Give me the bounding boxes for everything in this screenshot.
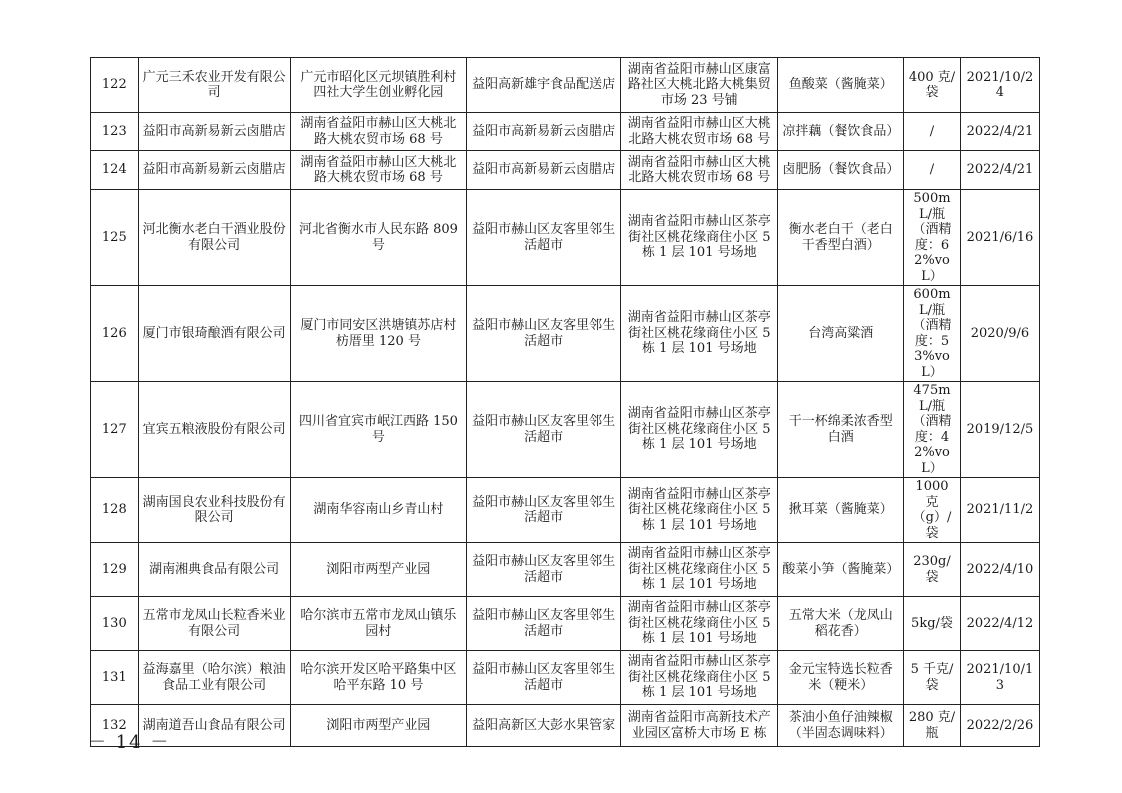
cell-product: 五常大米（龙凤山稻花香）	[778, 597, 904, 651]
cell-seller: 益阳市赫山区友客里邻生活超市	[467, 478, 621, 543]
cell-producer: 五常市龙凤山长粒香米业有限公司	[138, 597, 290, 651]
cell-date: 2021/10/24	[960, 58, 1039, 113]
cell-seller: 益阳市赫山区友客里邻生活超市	[467, 190, 621, 286]
cell-seller-address: 湖南省益阳市赫山区茶亭街社区桃花缘商住小区 5 栋 1 层 101 号场地	[621, 597, 778, 651]
cell-seller-address: 湖南省益阳市高新技术产业园区富桥大市场 E 栋	[621, 705, 778, 747]
cell-producer: 益海嘉里（哈尔滨）粮油食品工业有限公司	[138, 651, 290, 705]
table-row	[91, 58, 1040, 113]
cell-spec: /	[904, 113, 961, 151]
table-row	[91, 543, 1040, 597]
cell-no: 129	[91, 543, 139, 597]
cell-date: 2022/4/10	[960, 543, 1039, 597]
table-row	[91, 113, 1040, 151]
cell-producer: 益阳市高新易新云卤腊店	[138, 151, 290, 190]
cell-producer-address: 四川省宜宾市岷江西路 150 号	[290, 382, 466, 478]
cell-spec: 500mL/瓶（酒精度：62%voL）	[904, 190, 961, 286]
cell-no: 126	[91, 286, 139, 382]
cell-product: 金元宝特选长粒香米（粳米）	[778, 651, 904, 705]
cell-seller-address: 湖南省益阳市赫山区大桃北路大桃农贸市场 68 号	[621, 151, 778, 190]
cell-seller-address: 湖南省益阳市赫山区茶亭街社区桃花缘商住小区 5 栋 1 层 101 号场地	[621, 651, 778, 705]
cell-seller-address: 湖南省益阳市赫山区茶亭街社区桃花缘商住小区 5 栋 1 层 101 号场地	[621, 286, 778, 382]
cell-spec: 400 克/袋	[904, 58, 961, 113]
cell-seller-address: 湖南省益阳市赫山区茶亭街社区桃花缘商住小区 5 栋 1 层 101 号场地	[621, 478, 778, 543]
cell-seller: 益阳市赫山区友客里邻生活超市	[467, 543, 621, 597]
cell-date: 2022/2/26	[960, 705, 1039, 747]
cell-producer-address: 浏阳市两型产业园	[290, 705, 466, 747]
cell-no: 124	[91, 151, 139, 190]
cell-date: 2020/9/6	[960, 286, 1039, 382]
cell-product: 鱼酸菜（酱腌菜）	[778, 58, 904, 113]
cell-producer-address: 湖南华容南山乡青山村	[290, 478, 466, 543]
cell-producer: 湖南国良农业科技股份有限公司	[138, 478, 290, 543]
cell-producer: 厦门市银琦酿酒有限公司	[138, 286, 290, 382]
table-row	[91, 286, 1040, 382]
table-row	[91, 190, 1040, 286]
cell-no: 123	[91, 113, 139, 151]
cell-producer-address: 河北省衡水市人民东路 809 号	[290, 190, 466, 286]
cell-product: 台湾高粱酒	[778, 286, 904, 382]
cell-seller-address: 湖南省益阳市赫山区茶亭街社区桃花缘商住小区 5 栋 1 层 101 号场地	[621, 543, 778, 597]
cell-spec: 600mL/瓶（酒精度：53%voL）	[904, 286, 961, 382]
cell-spec: 5kg/袋	[904, 597, 961, 651]
cell-date: 2022/4/21	[960, 151, 1039, 190]
cell-date: 2021/10/13	[960, 651, 1039, 705]
cell-date: 2022/4/21	[960, 113, 1039, 151]
cell-no: 122	[91, 58, 139, 113]
cell-no: 127	[91, 382, 139, 478]
cell-producer: 河北衡水老白干酒业股份有限公司	[138, 190, 290, 286]
cell-product: 凉拌藕（餐饮食品）	[778, 113, 904, 151]
cell-producer-address: 哈尔滨开发区哈平路集中区哈平东路 10 号	[290, 651, 466, 705]
cell-seller-address: 湖南省益阳市赫山区茶亭街社区桃花缘商住小区 5 栋 1 层 101 号场地	[621, 190, 778, 286]
cell-spec: 1000 克（g）/袋	[904, 478, 961, 543]
cell-product: 卤肥肠（餐饮食品）	[778, 151, 904, 190]
cell-seller: 益阳高新区大彭水果管家	[467, 705, 621, 747]
page-number: － 14 －	[88, 732, 171, 753]
cell-seller: 益阳市高新易新云卤腊店	[467, 151, 621, 190]
cell-seller: 益阳市赫山区友客里邻生活超市	[467, 651, 621, 705]
cell-producer: 益阳市高新易新云卤腊店	[138, 113, 290, 151]
cell-no: 125	[91, 190, 139, 286]
cell-no: 131	[91, 651, 139, 705]
cell-seller-address: 湖南省益阳市赫山区大桃北路大桃农贸市场 68 号	[621, 113, 778, 151]
cell-product: 干一杯绵柔浓香型白酒	[778, 382, 904, 478]
table-row	[91, 382, 1040, 478]
cell-spec: 5 千克/袋	[904, 651, 961, 705]
cell-date: 2019/12/5	[960, 382, 1039, 478]
cell-spec: /	[904, 151, 961, 190]
cell-no: 128	[91, 478, 139, 543]
cell-producer-address: 哈尔滨市五常市龙凤山镇乐园村	[290, 597, 466, 651]
cell-producer-address: 广元市昭化区元坝镇胜利村四社大学生创业孵化园	[290, 58, 466, 113]
cell-seller: 益阳市高新易新云卤腊店	[467, 113, 621, 151]
cell-no: 132	[91, 705, 139, 747]
cell-seller-address: 湖南省益阳市赫山区茶亭街社区桃花缘商住小区 5 栋 1 层 101 号场地	[621, 382, 778, 478]
cell-producer: 宜宾五粮液股份有限公司	[138, 382, 290, 478]
table-row	[91, 151, 1040, 190]
cell-no: 130	[91, 597, 139, 651]
cell-producer: 湖南道吾山食品有限公司	[138, 705, 290, 747]
cell-producer: 广元三禾农业开发有限公司	[138, 58, 290, 113]
cell-date: 2021/11/2	[960, 478, 1039, 543]
cell-spec: 230g/袋	[904, 543, 961, 597]
cell-producer: 湖南湘典食品有限公司	[138, 543, 290, 597]
cell-producer-address: 湖南省益阳市赫山区大桃北路大桃农贸市场 68 号	[290, 151, 466, 190]
cell-product: 揪耳菜（酱腌菜）	[778, 478, 904, 543]
table-row	[91, 597, 1040, 651]
cell-seller-address: 湖南省益阳市赫山区康富路社区大桃北路大桃集贸市场 23 号铺	[621, 58, 778, 113]
cell-date: 2021/6/16	[960, 190, 1039, 286]
cell-spec: 475mL/瓶（酒精度：42%voL）	[904, 382, 961, 478]
table-row	[91, 705, 1040, 747]
cell-producer-address: 厦门市同安区洪塘镇苏店村枋厝里 120 号	[290, 286, 466, 382]
cell-producer-address: 湖南省益阳市赫山区大桃北路大桃农贸市场 68 号	[290, 113, 466, 151]
cell-producer-address: 浏阳市两型产业园	[290, 543, 466, 597]
cell-spec: 280 克/瓶	[904, 705, 961, 747]
cell-product: 衡水老白干（老白干香型白酒）	[778, 190, 904, 286]
cell-product: 茶油小鱼仔油辣椒（半固态调味料）	[778, 705, 904, 747]
cell-product: 酸菜小笋（酱腌菜）	[778, 543, 904, 597]
table-row	[91, 478, 1040, 543]
table-row	[91, 651, 1040, 705]
cell-seller: 益阳市赫山区友客里邻生活超市	[467, 597, 621, 651]
cell-seller: 益阳市赫山区友客里邻生活超市	[467, 382, 621, 478]
cell-date: 2022/4/12	[960, 597, 1039, 651]
food-sampling-table	[90, 57, 1040, 747]
cell-seller: 益阳市赫山区友客里邻生活超市	[467, 286, 621, 382]
cell-seller: 益阳高新雄宇食品配送店	[467, 58, 621, 113]
